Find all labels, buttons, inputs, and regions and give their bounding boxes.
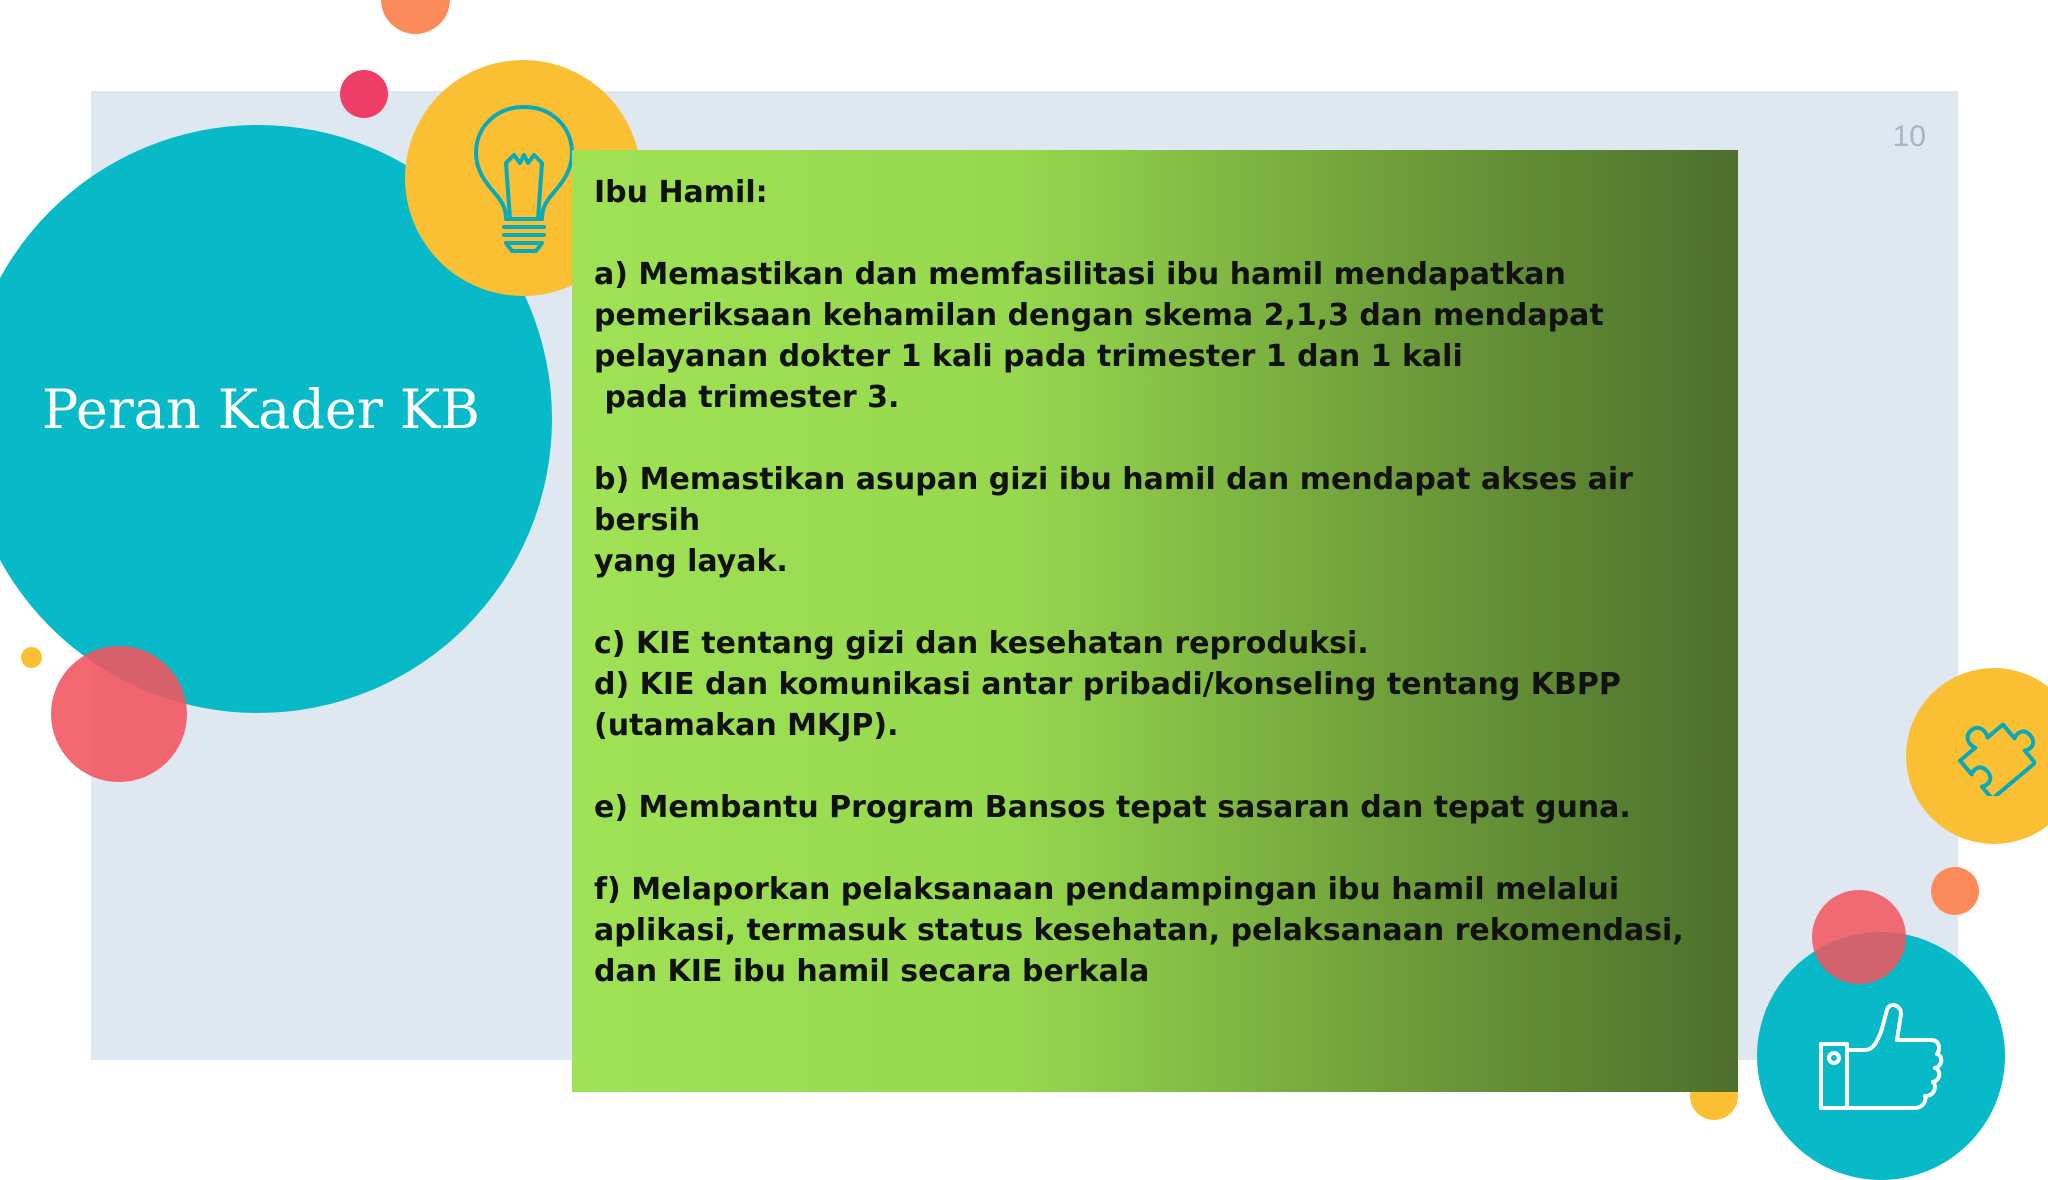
content-heading: Ibu Hamil: xyxy=(594,175,768,210)
content-item-f: f) Melaporkan pelaksanaan pendampingan ibu hamil melalui aplikasi, termasuk status kesehatan, pelaksanaan rekomendasi, dan KIE ibu hamil secara berkala xyxy=(594,872,1684,989)
content-box xyxy=(572,150,1738,1092)
content-item-e: e) Membantu Program Bansos tepat sasaran dan tepat guna. xyxy=(594,790,1631,825)
page-number: 10 xyxy=(1892,120,1926,153)
decorative-circle-coral-left xyxy=(51,646,187,782)
slide-title: Peran Kader KB xyxy=(42,378,480,441)
lightbulb-icon xyxy=(470,103,578,253)
content-item-b: b) Memastikan asupan gizi ibu hamil dan mendapat akses air bersih yang layak. xyxy=(594,462,1633,579)
puzzle-icon xyxy=(1948,708,2036,796)
decorative-circle-orange-right xyxy=(1931,867,1979,915)
content-item-d: d) KIE dan komunikasi antar pribadi/konseling tentang KBPP (utamakan MKJP). xyxy=(594,667,1621,743)
content-item-a: a) Memastikan dan memfasilitasi ibu hamil mendapatkan pemeriksaan kehamilan dengan skema 2,1,3 dan mendapat pelayanan dokter 1 kali pada trimester 1 dan 1 kali pada trimester 3. xyxy=(594,257,1604,415)
decorative-circle-pink xyxy=(340,70,388,118)
thumbs-up-icon xyxy=(1815,996,1945,1116)
decorative-dot-yellow xyxy=(21,647,42,668)
decorative-circle-orange-top xyxy=(381,0,450,34)
content-item-c: c) KIE tentang gizi dan kesehatan reproduksi. xyxy=(594,626,1369,661)
decorative-circle-coral-right xyxy=(1812,890,1906,984)
